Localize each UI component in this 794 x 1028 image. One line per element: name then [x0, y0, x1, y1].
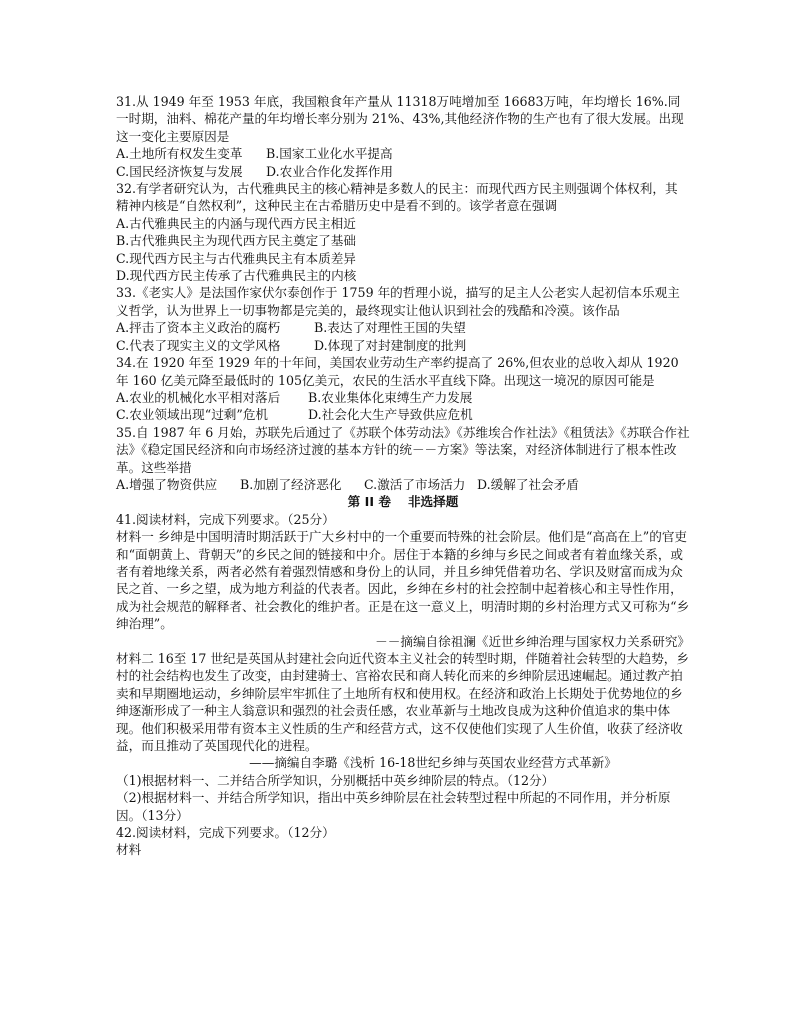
q41-citation-1: －－摘编自徐祖澜《近世乡绅治理与国家权力关系研究》	[375, 633, 690, 649]
q41-requirement-2: （2)根据材料一、并结合所学知识，指出中英乡绅阶层在社会转型过程中所起的不同作用，并分析原因。（13分）	[116, 790, 671, 823]
q32-option-c: C.现代西方民主与古代雅典民主有本质差异	[116, 250, 356, 266]
q35-option-b: B.加剧了经济恶化	[240, 476, 342, 492]
q31-options-row-1	[116, 145, 690, 162]
q32-option-d: D.现代西方民主传承了古代雅典民主的内核	[116, 268, 357, 284]
q33-options-row-1	[116, 319, 690, 336]
q35-option-c: C.激活了市场活力	[364, 476, 466, 492]
q41-stem: 41.阅读材料，完成下列要求。（25分）	[116, 511, 335, 527]
q32-stem: 32.有学者研究认为，古代雅典民主的核心精神是多数人的民主：而现代西方民主则强调个体权利，其精神内核是“自然权利”，这种民主在古希腊历史中是看不到的。该学者意在强调	[116, 181, 678, 214]
q32-option-a: A.古代雅典民主的内涵与现代西方民主相近	[116, 215, 356, 231]
q34-stem: 34.在 1920 年至 1929 年的十年间，美国农业劳动生产率约提高了 26%,但农业的总收入却从 1920 年 160 亿美元降至最低时的 105亿美元，农民的生活水平直线下降。出现这一境况的原因可能是	[116, 355, 679, 388]
q34-options-row-2	[116, 406, 690, 423]
exam-document	[116, 93, 690, 859]
q33-options-row-2	[116, 337, 690, 354]
q31-option-d: D.农业合作化发挥作用	[266, 163, 393, 179]
q35-option-d: D.缓解了社会矛盾	[477, 476, 579, 492]
q35-options-row	[116, 476, 690, 493]
q35-option-a: A.增强了物资供应	[116, 476, 218, 492]
q35-stem: 35.自 1987 年 6 月始，苏联先后通过了《苏联个体劳动法》《苏维埃合作社法》《租赁法》《苏联合作社法》《稳定国民经济和向市场经济过渡的基本方针的统－－方案》等法案，对经济体制进行了根本性改革。这些举措	[116, 424, 690, 475]
q34-option-a: A.农业的机械化水平相对落后	[116, 389, 281, 405]
q33-stem: 33.《老实人》是法国作家伏尔泰创作于 1759 年的哲理小说，描写的足主人公老实人起初信本乐观主义哲学，认为世界上一切事物都是完美的，最终现实让他认识到社会的残酷和冷漠。该作品	[116, 285, 680, 318]
q33-option-c: C.代表了现实主义的文学风格	[116, 337, 281, 353]
q41-citation-2: ——摘编自李璐《浅析 16-18世纪乡绅与英国农业经营方式革新》	[249, 755, 617, 771]
q34-options-row-1	[116, 389, 690, 406]
q33-option-b: B.表达了对理性王国的失望	[314, 320, 466, 336]
q41-material-1: 材料一 乡绅是中国明清时期活跃于广大乡村中的一个重要而特殊的社会阶层。他们是“高高在上”的官吏和“面朝黄上、背朝天”的乡民之间的链接和中介。居住于本籍的乡绅与乡民之间或者有着血缘关系，或者有着地缘关系，两者必然有着强烈情感和身份上的认同，并且乡绅凭借着功名、学识及财富而成为众民之首、一乡之望，成为地方利益的代表者。因此，乡绅在乡村的社会控制中起着核心和主导性作用，成为社会规范的解释者、社会教化的维护者。正是在这一意义上，明清时期的乡村治理方式又可称为“乡绅治理”。	[116, 529, 690, 632]
q41-requirement-1: （1)根据材料一、二并结合所学知识，分别概括中英乡绅阶层的特点。（12分）	[116, 772, 555, 788]
q31-option-c: C.国民经济恢复与发展	[116, 163, 243, 179]
q31-option-b: B.国家工业化水平提高	[266, 146, 393, 162]
section-title: 第 II 卷 非选择题	[347, 494, 459, 510]
q42-material-label: 材料	[116, 842, 142, 858]
q31-options-row-2	[116, 163, 690, 180]
q32-option-b: B.古代雅典民主为现代西方民主奠定了基础	[116, 233, 356, 249]
q33-option-a: A.抨击了资本主义政治的腐朽	[116, 320, 281, 336]
q34-option-b: B.农业集体化束缚生产力发展	[308, 389, 473, 405]
q34-option-d: D.社会化大生产导致供应危机	[308, 407, 473, 423]
q42-stem: 42.阅读材料，完成下列要求。（12分）	[116, 825, 335, 841]
q41-material-2: 材料二 16至 17 世纪是英国从封建社会向近代资本主义社会的转型时期，伴随着社会转型的大趋势，乡村的社会结构也发生了改变，由封建骑士、宫裕农民和商人转化而来的乡绅阶层迅速崛起。通过教产拍卖和早期圈地运动，乡绅阶层牢牢抓住了土地所有权和使用权。在经济和政治上长期处于优势地位的乡绅逐渐形成了一种主人翁意识和强烈的社会责任感，农业革新与土地改良成为这种价值追求的集中体现。他们积极采用带有资本主义性质的生产和经营方式，这不仅使他们实现了人生价值，收获了经济收益，而且推动了英国现代化的进程。	[116, 651, 689, 754]
q31-stem: 31.从 1949 年至 1953 年底，我国粮食年产量从 11318万吨增加至 16683万吨，年均增长 16%.同一时期，油料、棉花产量的年均增长率分别为 21%、43%,其他经济作物的生产也有了很大发展。出现这一变化主要原因是	[116, 94, 684, 144]
q33-option-d: D.体现了对封建制度的批判	[314, 337, 467, 353]
q31-option-a: A.土地所有权发生变革	[116, 146, 243, 162]
q34-option-c: C.农业领域出现“过剩”危机	[116, 407, 269, 423]
